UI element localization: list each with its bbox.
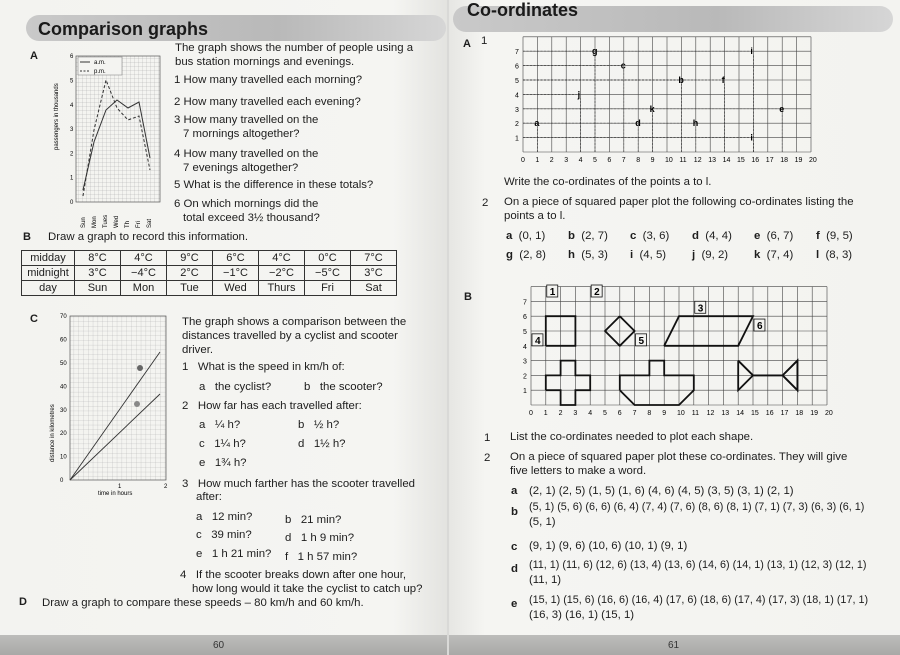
y-tick-label: 20 xyxy=(60,431,67,438)
pair-value: (3, 6) xyxy=(636,230,670,242)
section-label: A xyxy=(30,50,38,62)
question-1b: b the scooter? xyxy=(304,381,383,393)
x-tick-label: 5 xyxy=(593,157,597,164)
question-6-cont: total exceed 3½ thousand? xyxy=(183,212,320,224)
item-coords-a: (2, 1) (2, 5) (1, 5) (1, 6) (4, 6) (4, 5) (3, 5) (3, 1) (2, 1) xyxy=(529,485,794,497)
pair-label: i xyxy=(630,249,634,261)
item-coords-d-cont: (11, 1) xyxy=(529,574,562,586)
x-axis-label: time in hours xyxy=(98,491,133,497)
x-tick-label: Sat xyxy=(147,218,153,228)
question-1: 1 How many travelled each morning? xyxy=(174,74,363,86)
y-tick-label: 5 xyxy=(515,78,519,85)
chart-grid xyxy=(70,316,166,480)
scooter-icon xyxy=(137,365,143,371)
pair-value: (2, 7) xyxy=(574,230,608,242)
shape-label: 4 xyxy=(534,335,541,347)
table-cell: 2°C xyxy=(167,266,213,281)
coordinate-pair xyxy=(568,230,608,242)
x-tick-label: 11 xyxy=(679,157,687,164)
question-5: 5 What is the difference in these totals? xyxy=(174,179,374,191)
question-2c: c 1¼ h? xyxy=(199,438,246,450)
x-tick-label: Wed xyxy=(114,215,120,228)
y-tick-label: 6 xyxy=(70,54,74,61)
coordinate-pair xyxy=(630,249,666,261)
pair-label: g xyxy=(506,249,513,261)
point-label: i xyxy=(750,46,753,57)
question-number: 2 xyxy=(482,197,489,209)
y-tick-label: 40 xyxy=(60,384,67,391)
table-cell: −2°C xyxy=(259,266,305,281)
coordinate-grid-b xyxy=(517,283,837,423)
item-label-d: d xyxy=(511,563,518,575)
question-3e: e 1 h 21 min? xyxy=(196,548,272,560)
x-tick-label: 10 xyxy=(677,410,685,417)
point-label: i xyxy=(750,132,753,143)
y-tick-label: 2 xyxy=(70,151,74,158)
item-coords-b-cont: (5, 1) xyxy=(529,516,556,528)
question-1: Write the co-ordinates of the points a to l. xyxy=(504,176,712,188)
x-tick-label: 0 xyxy=(529,410,533,417)
item-label-c: c xyxy=(511,541,518,553)
coordinate-pair xyxy=(692,230,732,242)
shape-label: 1 xyxy=(549,287,556,298)
boat-shape xyxy=(620,361,694,405)
question-2: On a piece of squared paper plot the following co-ordinates listing the xyxy=(504,196,854,208)
y-tick-label: 3 xyxy=(523,358,527,366)
question-3-cont: 7 mornings altogether? xyxy=(183,128,300,140)
table-row xyxy=(22,281,397,296)
question-2: On a piece of squared paper plot these co-ordinates. They will give xyxy=(510,451,848,463)
y-tick-label: 2 xyxy=(515,121,519,129)
x-tick-label: 10 xyxy=(665,157,673,164)
question-4-cont: how long would it take the cyclist to catch up? xyxy=(192,583,423,595)
y-tick-label: 70 xyxy=(60,314,67,321)
point-label: h xyxy=(692,118,699,129)
page-title: Comparison graphs xyxy=(38,19,209,39)
section-label: B xyxy=(23,231,31,243)
x-tick-label: 12 xyxy=(706,410,715,417)
pair-value: (4, 4) xyxy=(698,230,732,242)
x-tick-label: 3 xyxy=(573,410,578,417)
distance-time-chart xyxy=(40,312,180,502)
row-header: midnight xyxy=(22,266,75,281)
x-tick-label: 17 xyxy=(765,157,774,164)
coordinate-pair xyxy=(816,230,853,242)
intro-text: driver. xyxy=(182,344,214,356)
x-tick-1: 1 xyxy=(118,484,122,490)
temperature-table xyxy=(21,250,397,296)
y-tick-label: 1 xyxy=(70,175,74,182)
pair-label: l xyxy=(816,249,820,261)
question-2-cont: five letters to make a word. xyxy=(510,465,647,477)
section-label: C xyxy=(30,313,38,325)
point-label: f xyxy=(721,75,725,85)
page-number: 61 xyxy=(668,640,680,651)
x-tick-label: 4 xyxy=(588,410,593,417)
y-tick-label: 5 xyxy=(523,329,527,336)
x-tick-label: 11 xyxy=(691,410,700,417)
x-axis-ticks xyxy=(81,215,153,228)
question-3c: c 39 min? xyxy=(196,529,252,541)
y-tick-label: 4 xyxy=(70,102,74,109)
section-label: A xyxy=(463,38,471,50)
instruction-text: Draw a graph to record this information. xyxy=(48,231,249,243)
coordinate-pair xyxy=(630,230,669,242)
x-tick-label: 19 xyxy=(794,157,803,164)
table-cell: 6°C xyxy=(213,251,259,266)
x-tick-label: 9 xyxy=(650,157,655,164)
point-label: g xyxy=(592,46,598,57)
section-label: B xyxy=(464,291,472,303)
x-tick-label: 3 xyxy=(564,157,569,164)
x-tick-label: 8 xyxy=(636,157,641,164)
pair-label: k xyxy=(754,249,761,261)
pair-value: (9, 2) xyxy=(695,249,729,261)
coordinate-pair xyxy=(754,230,793,242)
question-4-cont: 7 evenings altogether? xyxy=(183,162,299,174)
x-tick-label: 7 xyxy=(621,157,626,164)
question-2-cont: points a to l. xyxy=(504,210,566,222)
x-tick-label: 18 xyxy=(795,410,804,417)
row-header: day xyxy=(22,281,75,296)
point-label: k xyxy=(649,103,655,114)
point-label: j xyxy=(577,89,581,100)
intro-text: The graph shows a comparison between the xyxy=(182,316,407,328)
page-title: Co-ordinates xyxy=(467,0,579,20)
question-3f: f 1 h 57 min? xyxy=(285,551,358,563)
table-cell: Fri xyxy=(305,281,351,296)
chart-grid xyxy=(76,56,160,202)
pair-value: (5, 3) xyxy=(574,249,608,261)
table-cell: 7°C xyxy=(351,251,397,266)
item-coords-b: (5, 1) (5, 6) (6, 6) (6, 4) (7, 4) (7, 6) (8, 6) (8, 1) (7, 1) (7, 3) (6, 3) (6, 1) xyxy=(529,501,865,513)
point-label: e xyxy=(779,103,785,114)
coordinate-pair xyxy=(754,249,793,261)
pair-label: c xyxy=(630,230,637,242)
question-6: 6 On which mornings did the xyxy=(174,198,319,210)
legend-pm: p.m. xyxy=(94,69,106,75)
table-cell: Mon xyxy=(121,281,167,296)
question-3b: b 21 min? xyxy=(285,514,342,526)
table-cell: 4°C xyxy=(259,251,305,266)
question-3d: d 1 h 9 min? xyxy=(285,532,355,544)
question-1a: a the cyclist? xyxy=(199,381,272,393)
x-tick-label: 6 xyxy=(607,157,612,164)
question-2d: d 1½ h? xyxy=(298,438,346,450)
point-label: d xyxy=(635,118,641,129)
question-number: 1 xyxy=(484,432,491,444)
x-tick-label: 1 xyxy=(535,157,540,164)
x-tick-label: 20 xyxy=(825,410,833,417)
y-tick-label: 6 xyxy=(523,314,527,322)
item-label-e: e xyxy=(511,598,518,610)
pair-label: f xyxy=(816,230,820,242)
question-number: 2 xyxy=(484,452,491,464)
x-tick-label: 9 xyxy=(662,410,667,417)
y-tick-label: 7 xyxy=(523,299,527,307)
y-tick-label: 0 xyxy=(70,200,74,206)
y-tick-label: 1 xyxy=(523,388,527,396)
question-4: 4 If the scooter breaks down after one hour, xyxy=(180,569,407,581)
x-tick-label: 14 xyxy=(736,410,744,417)
y-tick-label: 30 xyxy=(60,407,67,414)
y-tick-label: 50 xyxy=(60,361,67,367)
x-tick-label: 17 xyxy=(780,410,789,417)
question-2a: a ¼ h? xyxy=(199,419,241,431)
bus-passengers-chart xyxy=(50,50,170,230)
page-number: 60 xyxy=(213,640,225,651)
section-label: D xyxy=(19,596,27,608)
x-tick-label: 16 xyxy=(751,157,760,164)
right-page xyxy=(449,0,900,655)
cross-shape xyxy=(546,361,590,405)
y-tick-label: 2 xyxy=(523,373,527,381)
table-cell: 3°C xyxy=(351,266,397,281)
x-tick-label: 7 xyxy=(632,410,637,417)
pair-value: (7, 4) xyxy=(760,249,794,261)
x-tick-label: Fri xyxy=(136,221,142,228)
x-tick-label: 19 xyxy=(810,410,818,417)
question-4: 4 How many travelled on the xyxy=(174,148,319,160)
table-cell: Thurs xyxy=(259,281,305,296)
x-tick-label: 18 xyxy=(780,157,788,164)
legend-am: a.m. xyxy=(94,60,106,66)
point-label: b xyxy=(678,75,684,85)
x-tick-label: 5 xyxy=(603,410,607,417)
pair-label: a xyxy=(506,230,513,242)
question-2: 2 How many travelled each evening? xyxy=(174,96,361,108)
table-cell: Wed xyxy=(213,281,259,296)
y-tick-label: 60 xyxy=(60,337,67,344)
question-2: 2 How far has each travelled after: xyxy=(182,400,362,412)
shape-label: 6 xyxy=(756,321,763,333)
table-cell: Sat xyxy=(351,281,397,296)
item-coords-e-cont: (16, 3) (16, 1) (15, 1) xyxy=(529,609,635,621)
y-tick-label: 6 xyxy=(515,63,519,71)
x-tick-label: 13 xyxy=(708,157,716,164)
item-coords-c: (9, 1) (9, 6) (10, 6) (10, 1) (9, 1) xyxy=(529,540,688,552)
y-axis-ticks xyxy=(70,54,74,206)
pair-value: (6, 7) xyxy=(760,230,794,242)
shape-label: 2 xyxy=(594,287,600,298)
coordinate-pair xyxy=(816,249,852,261)
x-tick-label: Mon xyxy=(92,216,98,228)
x-tick-label: 1 xyxy=(543,410,548,417)
table-cell: 4°C xyxy=(121,251,167,266)
instruction-text: Draw a graph to compare these speeds – 80 km/h and 60 km/h. xyxy=(42,597,364,609)
pair-value: (0, 1) xyxy=(512,230,546,242)
table-cell: 0°C xyxy=(305,251,351,266)
question-3a: a 12 min? xyxy=(196,511,253,523)
y-tick-label: 10 xyxy=(60,454,67,461)
x-tick-label: Th xyxy=(125,220,131,228)
coordinate-pair xyxy=(506,249,546,261)
x-tick-label: 12 xyxy=(693,157,702,164)
table-row xyxy=(22,266,397,281)
pair-label: d xyxy=(692,230,699,242)
item-label-b: b xyxy=(511,506,518,518)
pair-value: (8, 3) xyxy=(819,249,853,261)
coordinate-pair xyxy=(692,249,728,261)
cyclist-icon xyxy=(134,401,140,407)
coordinate-grid-a xyxy=(509,30,819,170)
pair-label: h xyxy=(568,249,575,261)
question-2b: b ½ h? xyxy=(298,419,340,431)
table-row xyxy=(22,251,397,266)
x-tick-label: 4 xyxy=(578,157,583,164)
x-tick-label: 13 xyxy=(721,410,730,417)
y-tick-label: 7 xyxy=(515,49,519,57)
point-label: c xyxy=(620,60,626,71)
question-3-cont: after: xyxy=(196,491,222,503)
question-1: 1 What is the speed in km/h of: xyxy=(182,361,345,373)
x-tick-label: 6 xyxy=(617,410,622,417)
point-label: a xyxy=(534,118,540,129)
table-cell: 8°C xyxy=(75,251,121,266)
y-axis-label: distance in kilometres xyxy=(50,404,56,462)
x-tick-label: 16 xyxy=(765,410,774,417)
intro-text: The graph shows the number of people using a xyxy=(175,42,414,54)
y-tick-label: 1 xyxy=(515,135,519,143)
x-tick-label: 0 xyxy=(521,157,525,164)
question-2e: e 1¾ h? xyxy=(199,457,247,469)
pair-label: e xyxy=(754,230,761,242)
table-cell: Tue xyxy=(167,281,213,296)
question-number: 1 xyxy=(481,35,488,47)
shape-label: 3 xyxy=(697,303,704,315)
y-axis-ticks xyxy=(60,314,67,484)
left-page xyxy=(0,0,447,655)
y-tick-label: 3 xyxy=(70,127,74,134)
y-tick-label: 4 xyxy=(523,343,527,351)
question-3: 3 How much farther has the scooter travelled xyxy=(182,478,416,490)
intro-text: bus station mornings and evenings. xyxy=(175,56,355,68)
x-tick-label: 14 xyxy=(722,157,731,164)
pair-label: b xyxy=(568,230,575,242)
x-tick-label: Tues xyxy=(103,214,109,228)
coordinate-pair xyxy=(568,249,608,261)
y-axis-label: passengers in thousands xyxy=(54,83,60,150)
x-tick-2: 2 xyxy=(164,484,168,490)
table-cell: 3°C xyxy=(75,266,121,281)
question-1: List the co-ordinates needed to plot each shape. xyxy=(510,431,754,443)
x-tick-label: 15 xyxy=(737,157,745,164)
table-cell: −4°C xyxy=(121,266,167,281)
table-cell: Sun xyxy=(75,281,121,296)
y-tick-label: 0 xyxy=(60,478,64,484)
y-tick-label: 3 xyxy=(515,106,519,114)
pair-value: (2, 8) xyxy=(512,249,546,261)
table-cell: −1°C xyxy=(213,266,259,281)
item-label-a: a xyxy=(511,485,518,497)
coordinate-pair xyxy=(506,230,545,242)
y-tick-label: 5 xyxy=(70,78,74,85)
intro-text: distances travelled by a cyclist and scooter xyxy=(182,330,398,342)
question-3: 3 How many travelled on the xyxy=(174,114,319,126)
pair-value: (9, 5) xyxy=(819,230,853,242)
table-cell: −5°C xyxy=(305,266,351,281)
y-tick-label: 4 xyxy=(515,92,519,100)
item-coords-d: (11, 1) (11, 6) (12, 6) (13, 4) (13, 6) (14, 6) (14, 1) (13, 1) (12, 3) (12, 1) xyxy=(529,559,867,571)
shape-label: 5 xyxy=(638,335,645,347)
x-tick-label: Sun xyxy=(81,217,87,228)
x-tick-label: 20 xyxy=(809,157,817,164)
table-cell: 9°C xyxy=(167,251,213,266)
item-coords-e: (15, 1) (15, 6) (16, 6) (16, 4) (17, 6) (18, 6) (17, 4) (17, 3) (18, 1) (17, 1) xyxy=(529,594,869,606)
row-header: midday xyxy=(22,251,75,266)
x-tick-label: 15 xyxy=(751,410,759,417)
pair-label: j xyxy=(692,249,696,261)
x-tick-label: 2 xyxy=(558,410,563,417)
x-tick-label: 2 xyxy=(549,157,554,164)
x-tick-label: 8 xyxy=(647,410,652,417)
pair-value: (4, 5) xyxy=(633,249,667,261)
chart-legend xyxy=(78,57,122,75)
